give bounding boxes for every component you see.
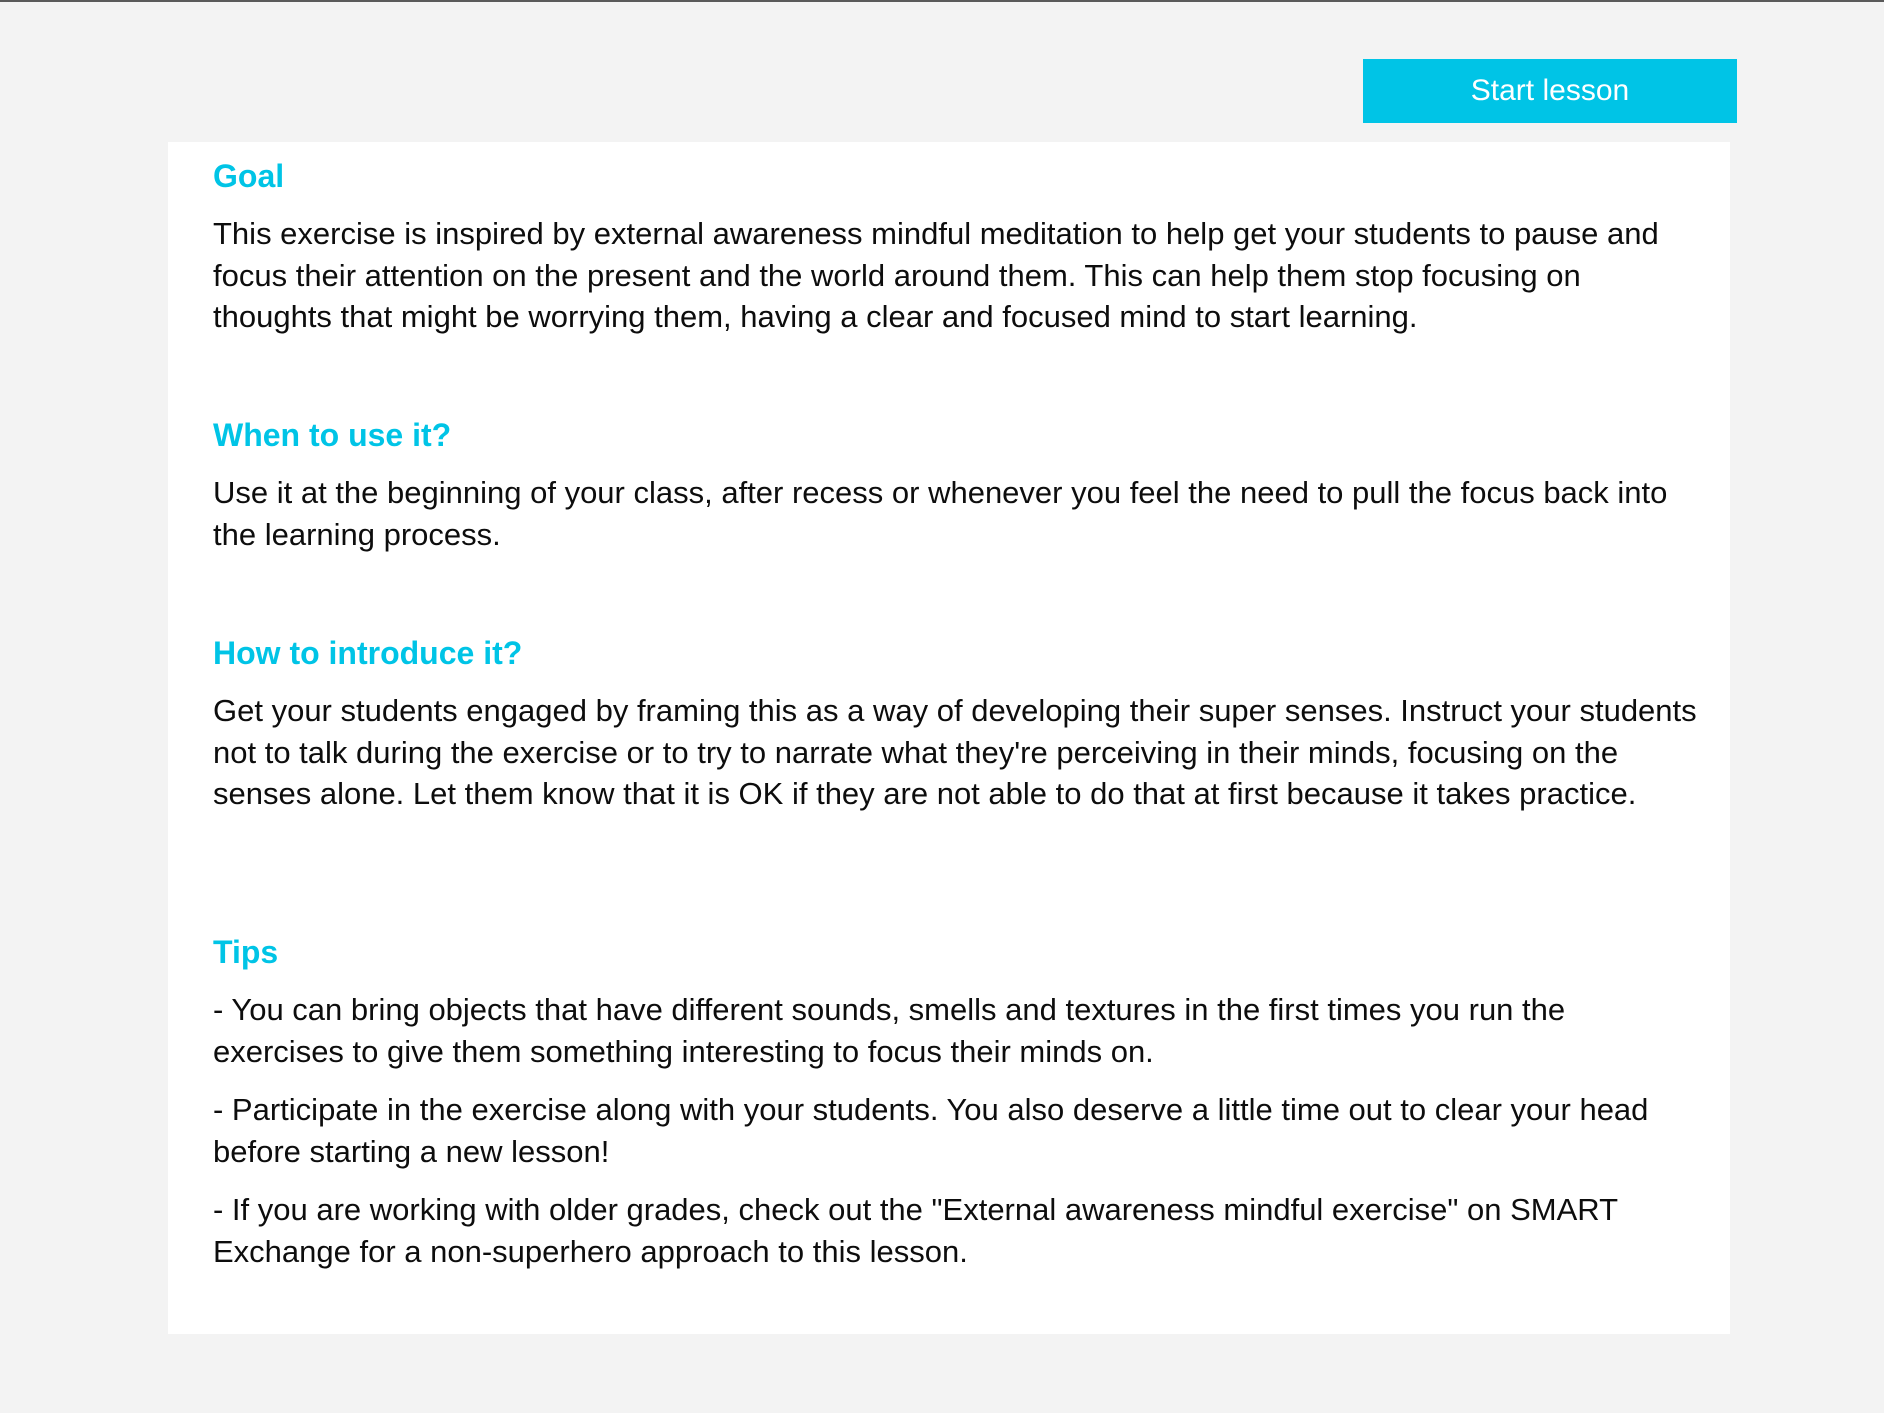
when-to-use-section <box>213 415 1703 555</box>
start-lesson-button[interactable]: Start lesson <box>1363 59 1737 123</box>
how-to-introduce-heading: How to introduce it? <box>213 635 523 671</box>
tip-item: - If you are working with older grades, check out the "External awareness mindful exercise" on SMART Exchange for a non-superhero approach to this lesson. <box>213 1192 1618 1269</box>
lesson-info-panel <box>168 142 1730 1334</box>
when-to-use-heading: When to use it? <box>213 417 452 453</box>
tip-item: - You can bring objects that have different sounds, smells and textures in the first times you run the exercises to give them something interesting to focus their minds on. <box>213 992 1566 1069</box>
when-to-use-text: Use it at the beginning of your class, after recess or whenever you feel the need to pull the focus back into the learning process. <box>213 475 1668 552</box>
goal-heading: Goal <box>213 158 285 194</box>
tips-section <box>213 932 1703 1272</box>
how-to-introduce-text: Get your students engaged by framing this as a way of developing their super senses. Instruct your students not to talk during the exercise or to try to narrate what they're perceiving in their minds, focusing on the senses alone. Let them know that it is OK if they are not able to do that at first because it takes practice. <box>213 693 1697 811</box>
goal-text: This exercise is inspired by external awareness mindful meditation to help get your students to pause and focus their attention on the present and the world around them. This can help them stop focusing on thoughts that might be worrying them, having a clear and focused mind to start learning. <box>213 216 1659 334</box>
tips-heading: Tips <box>213 934 279 970</box>
top-divider <box>0 0 1884 2</box>
tip-item: - Participate in the exercise along with your students. You also deserve a little time out to clear your head before starting a new lesson! <box>213 1092 1649 1169</box>
how-to-introduce-section <box>213 633 1703 815</box>
goal-section <box>213 156 1703 338</box>
